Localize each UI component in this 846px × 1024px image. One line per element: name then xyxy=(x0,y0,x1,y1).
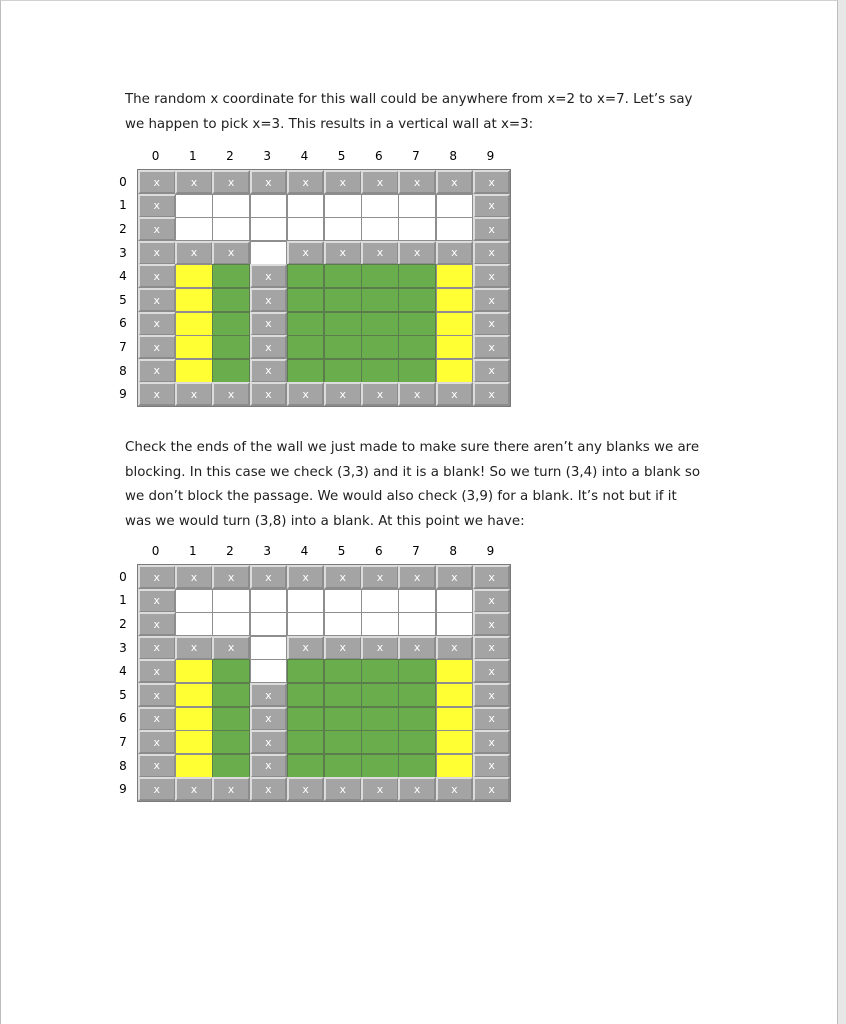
wall-cell: x xyxy=(138,288,176,312)
blank-cell xyxy=(436,589,474,613)
blank-cell xyxy=(398,194,436,218)
green-cell xyxy=(324,659,362,683)
green-cell xyxy=(398,707,436,731)
green-cell xyxy=(287,659,325,683)
grid-cells xyxy=(137,169,511,407)
wall-cell: x xyxy=(138,359,176,383)
row-label: 2 xyxy=(119,222,127,236)
green-cell xyxy=(287,312,325,336)
yellow-cell xyxy=(175,707,213,731)
blank-cell xyxy=(361,612,399,636)
row-label: 2 xyxy=(119,617,127,631)
column-label: 7 xyxy=(412,149,420,163)
column-label: 3 xyxy=(263,544,271,558)
wall-cell: x xyxy=(473,312,511,336)
wall-cell: x xyxy=(138,707,176,731)
row-label: 5 xyxy=(119,687,127,702)
blank-cell xyxy=(398,217,436,241)
column-label: 6 xyxy=(374,544,383,558)
wall-cell: x xyxy=(138,636,176,660)
yellow-cell xyxy=(436,754,474,778)
yellow-cell xyxy=(436,707,474,731)
green-cell xyxy=(398,359,436,383)
green-cell xyxy=(361,264,399,288)
wall-cell: x xyxy=(250,683,288,707)
green-cell xyxy=(287,335,325,359)
grid-cells xyxy=(137,564,511,802)
wall-cell: x xyxy=(436,636,474,660)
paragraph-2-line: was we would turn (3,8) into a blank. At this point we have: xyxy=(125,513,525,529)
wall-cell: x xyxy=(250,382,288,406)
green-cell xyxy=(398,683,436,707)
wall-cell: x xyxy=(138,241,176,265)
column-label: 1 xyxy=(188,544,197,558)
wall-cell: x xyxy=(138,683,176,707)
wall-cell: x xyxy=(398,636,436,660)
wall-cell: x xyxy=(436,170,474,194)
blank-cell xyxy=(175,612,213,636)
green-cell xyxy=(324,359,362,383)
row-label: 4 xyxy=(119,269,127,284)
wall-cell: x xyxy=(138,754,176,778)
yellow-cell xyxy=(175,359,213,383)
yellow-cell xyxy=(175,335,213,359)
paragraph-2-line: Check the ends of the wall we just made to make sure there aren’t any blanks we are xyxy=(125,440,700,455)
blank-cell xyxy=(324,612,362,636)
wall-cell: x xyxy=(324,241,362,265)
green-cell xyxy=(398,288,436,312)
paragraph-2 xyxy=(125,436,700,534)
wall-cell: x xyxy=(473,683,511,707)
yellow-cell xyxy=(175,312,213,336)
row-label: 8 xyxy=(119,758,127,773)
wall-cell: x xyxy=(324,636,362,660)
wall-cell: x xyxy=(212,241,250,265)
green-cell xyxy=(324,683,362,707)
wall-cell: x xyxy=(473,382,511,406)
column-label: 6 xyxy=(374,149,383,163)
yellow-cell xyxy=(175,264,213,288)
wall-cell: x xyxy=(473,777,511,801)
yellow-cell xyxy=(175,683,213,707)
wall-cell: x xyxy=(398,777,436,801)
blank-cell xyxy=(436,194,474,218)
wall-cell: x xyxy=(175,170,213,194)
green-cell xyxy=(398,659,436,683)
green-cell xyxy=(361,335,399,359)
row-label: 0 xyxy=(119,174,127,189)
yellow-cell xyxy=(436,335,474,359)
green-cell xyxy=(212,359,250,383)
wall-cell: x xyxy=(398,565,436,589)
column-label: 5 xyxy=(337,544,346,558)
row-label: 4 xyxy=(119,664,127,679)
wall-cell: x xyxy=(250,312,288,336)
blank-cell xyxy=(287,217,325,241)
blank-cell xyxy=(287,612,325,636)
green-cell xyxy=(287,707,325,731)
blank-cell xyxy=(175,217,213,241)
column-label: 9 xyxy=(486,544,495,558)
wall-cell: x xyxy=(138,170,176,194)
blank-cell xyxy=(250,217,288,241)
wall-cell: x xyxy=(398,382,436,406)
column-label: 5 xyxy=(337,149,346,163)
wall-cell: x xyxy=(473,170,511,194)
green-cell xyxy=(287,359,325,383)
row-label: 1 xyxy=(119,198,127,213)
blank-cell xyxy=(175,194,213,218)
yellow-cell xyxy=(175,730,213,754)
paragraph-2-line: blocking. In this case we check (3,3) and it is a blank! So we turn (3,4) into a blank so xyxy=(125,464,701,480)
wall-cell: x xyxy=(473,359,511,383)
wall-cell: x xyxy=(324,170,362,194)
green-cell xyxy=(361,683,399,707)
green-cell xyxy=(287,288,325,312)
wall-cell: x xyxy=(473,565,511,589)
column-label: 2 xyxy=(226,149,234,163)
row-label: 3 xyxy=(119,640,127,655)
paragraph-1-line: we happen to pick x=3. This results in a vertical wall at x=3: xyxy=(125,116,534,132)
green-cell xyxy=(398,754,436,778)
wall-cell: x xyxy=(287,777,325,801)
row-label: 5 xyxy=(119,292,127,307)
green-cell xyxy=(361,730,399,754)
wall-cell: x xyxy=(361,777,399,801)
wall-cell: x xyxy=(361,170,399,194)
yellow-cell xyxy=(436,683,474,707)
wall-cell: x xyxy=(138,382,176,406)
wall-cell: x xyxy=(436,565,474,589)
blank-cell xyxy=(250,589,288,613)
wall-cell: x xyxy=(473,730,511,754)
row-label: 6 xyxy=(119,711,127,726)
column-label: 8 xyxy=(449,149,457,163)
green-cell xyxy=(361,359,399,383)
wall-cell: x xyxy=(324,565,362,589)
yellow-cell xyxy=(436,312,474,336)
blank-cell xyxy=(212,612,250,636)
blank-cell xyxy=(287,589,325,613)
wall-cell: x xyxy=(250,754,288,778)
paragraph-1 xyxy=(125,88,692,137)
blank-cell xyxy=(175,589,213,613)
wall-cell: x xyxy=(473,754,511,778)
wall-cell: x xyxy=(138,777,176,801)
wall-cell: x xyxy=(398,170,436,194)
blank-cell xyxy=(287,194,325,218)
wall-cell: x xyxy=(250,565,288,589)
yellow-cell xyxy=(436,659,474,683)
green-cell xyxy=(212,288,250,312)
maze-grid-1 xyxy=(117,148,509,408)
wall-cell: x xyxy=(250,170,288,194)
green-cell xyxy=(398,730,436,754)
wall-cell: x xyxy=(287,170,325,194)
column-label: 9 xyxy=(486,149,495,163)
wall-cell: x xyxy=(138,217,176,241)
wall-cell: x xyxy=(287,241,325,265)
yellow-cell xyxy=(175,659,213,683)
wall-cell: x xyxy=(250,335,288,359)
green-cell xyxy=(212,707,250,731)
wall-cell: x xyxy=(436,241,474,265)
column-label: 1 xyxy=(188,149,197,163)
wall-cell: x xyxy=(138,194,176,218)
wall-cell: x xyxy=(250,288,288,312)
wall-cell: x xyxy=(287,636,325,660)
wall-cell: x xyxy=(473,612,511,636)
green-cell xyxy=(212,264,250,288)
green-cell xyxy=(287,730,325,754)
blank-cell xyxy=(324,589,362,613)
blank-cell xyxy=(436,217,474,241)
wall-cell: x xyxy=(473,288,511,312)
green-cell xyxy=(361,312,399,336)
blank-cell xyxy=(324,217,362,241)
column-label: 3 xyxy=(263,149,271,163)
blank-cell xyxy=(212,589,250,613)
column-label: 7 xyxy=(412,544,420,558)
row-label: 8 xyxy=(119,363,127,378)
yellow-cell xyxy=(436,264,474,288)
green-cell xyxy=(361,754,399,778)
yellow-cell xyxy=(436,730,474,754)
wall-cell: x xyxy=(436,382,474,406)
green-cell xyxy=(361,288,399,312)
column-label: 4 xyxy=(300,149,309,163)
row-label: 0 xyxy=(119,569,127,584)
green-cell xyxy=(287,683,325,707)
wall-cell: x xyxy=(398,241,436,265)
wall-cell: x xyxy=(212,170,250,194)
wall-cell: x xyxy=(212,636,250,660)
green-cell xyxy=(287,754,325,778)
green-cell xyxy=(324,264,362,288)
green-cell xyxy=(324,335,362,359)
wall-cell: x xyxy=(250,264,288,288)
green-cell xyxy=(287,264,325,288)
blank-cell xyxy=(250,241,288,265)
wall-cell: x xyxy=(473,241,511,265)
blank-cell xyxy=(250,194,288,218)
wall-cell: x xyxy=(473,194,511,218)
wall-cell: x xyxy=(473,589,511,613)
wall-cell: x xyxy=(250,707,288,731)
column-label: 2 xyxy=(226,544,234,558)
wall-cell: x xyxy=(138,589,176,613)
yellow-cell xyxy=(436,288,474,312)
green-cell xyxy=(398,264,436,288)
wall-cell: x xyxy=(250,730,288,754)
wall-cell: x xyxy=(138,730,176,754)
wall-cell: x xyxy=(138,659,176,683)
blank-cell xyxy=(361,217,399,241)
wall-cell: x xyxy=(175,382,213,406)
blank-cell xyxy=(250,636,288,660)
wall-cell: x xyxy=(287,382,325,406)
yellow-cell xyxy=(436,359,474,383)
wall-cell: x xyxy=(473,335,511,359)
row-label: 7 xyxy=(119,340,127,354)
wall-cell: x xyxy=(473,707,511,731)
wall-cell: x xyxy=(212,777,250,801)
wall-cell: x xyxy=(175,777,213,801)
green-cell xyxy=(212,754,250,778)
row-label: 9 xyxy=(119,387,127,402)
wall-cell: x xyxy=(138,264,176,288)
wall-cell: x xyxy=(361,565,399,589)
yellow-cell xyxy=(175,288,213,312)
wall-cell: x xyxy=(175,241,213,265)
green-cell xyxy=(324,707,362,731)
blank-cell xyxy=(250,659,288,683)
green-cell xyxy=(324,312,362,336)
blank-cell xyxy=(212,217,250,241)
green-cell xyxy=(398,335,436,359)
wall-cell: x xyxy=(250,777,288,801)
column-label: 0 xyxy=(151,149,160,163)
row-label: 6 xyxy=(119,316,127,331)
green-cell xyxy=(324,288,362,312)
wall-cell: x xyxy=(473,636,511,660)
blank-cell xyxy=(250,612,288,636)
green-cell xyxy=(324,730,362,754)
green-cell xyxy=(212,312,250,336)
wall-cell: x xyxy=(212,382,250,406)
row-label: 1 xyxy=(119,593,127,608)
wall-cell: x xyxy=(175,565,213,589)
wall-cell: x xyxy=(138,312,176,336)
blank-cell xyxy=(398,612,436,636)
green-cell xyxy=(212,659,250,683)
wall-cell: x xyxy=(250,359,288,383)
paragraph-1-line: The random x coordinate for this wall could be anywhere from x=2 to x=7. Let’s say xyxy=(125,92,693,107)
yellow-cell xyxy=(175,754,213,778)
wall-cell: x xyxy=(175,636,213,660)
wall-cell: x xyxy=(473,217,511,241)
green-cell xyxy=(398,312,436,336)
blank-cell xyxy=(436,612,474,636)
column-label: 4 xyxy=(300,544,309,558)
green-cell xyxy=(361,707,399,731)
wall-cell: x xyxy=(473,264,511,288)
wall-cell: x xyxy=(138,612,176,636)
green-cell xyxy=(212,683,250,707)
green-cell xyxy=(212,730,250,754)
green-cell xyxy=(324,754,362,778)
blank-cell xyxy=(324,194,362,218)
row-label: 9 xyxy=(119,782,127,797)
blank-cell xyxy=(361,589,399,613)
blank-cell xyxy=(398,589,436,613)
blank-cell xyxy=(212,194,250,218)
wall-cell: x xyxy=(138,335,176,359)
wall-cell: x xyxy=(436,777,474,801)
wall-cell: x xyxy=(361,636,399,660)
wall-cell: x xyxy=(361,382,399,406)
column-label: 8 xyxy=(449,544,457,558)
maze-grid-2 xyxy=(117,543,509,803)
blank-cell xyxy=(361,194,399,218)
wall-cell: x xyxy=(473,659,511,683)
row-label: 7 xyxy=(119,735,127,749)
wall-cell: x xyxy=(287,565,325,589)
paragraph-2-line: we don’t block the passage. We would also check (3,9) for a blank. It’s not but if it xyxy=(125,489,677,505)
wall-cell: x xyxy=(361,241,399,265)
column-label: 0 xyxy=(151,544,160,558)
green-cell xyxy=(361,659,399,683)
wall-cell: x xyxy=(212,565,250,589)
row-label: 3 xyxy=(119,245,127,260)
wall-cell: x xyxy=(324,382,362,406)
wall-cell: x xyxy=(324,777,362,801)
green-cell xyxy=(212,335,250,359)
wall-cell: x xyxy=(138,565,176,589)
